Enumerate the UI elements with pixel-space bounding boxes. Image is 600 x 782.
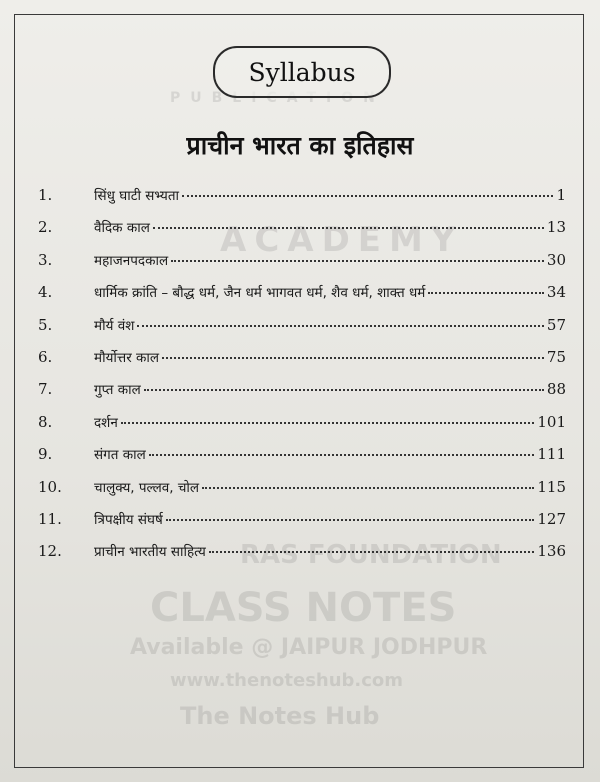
toc-leader-dots xyxy=(209,551,534,553)
toc-page-number: 136 xyxy=(537,542,566,561)
toc-entry xyxy=(94,413,566,431)
toc-entry xyxy=(94,251,566,269)
toc-number: 1. xyxy=(38,186,53,204)
syllabus-title: Syllabus xyxy=(248,57,356,87)
toc-leader-dots xyxy=(202,487,534,489)
toc-page-number: 1 xyxy=(556,186,566,204)
toc-entry xyxy=(94,218,566,236)
watermark-line: ACADEMY xyxy=(220,220,464,260)
toc-row xyxy=(0,532,600,564)
watermark-line: CLASS NOTES xyxy=(150,585,457,631)
toc-page-number: 111 xyxy=(537,445,566,464)
toc-page-number: 115 xyxy=(537,477,566,496)
toc-label: त्रिपक्षीय संघर्ष xyxy=(94,512,163,528)
toc-row xyxy=(0,338,600,370)
toc-leader-dots xyxy=(149,454,535,456)
toc-label: मौर्योत्तर काल xyxy=(94,350,160,366)
toc-number: 2. xyxy=(38,218,53,237)
toc-leader-dots xyxy=(171,260,544,262)
toc-number: 4. xyxy=(38,283,53,302)
toc-entry xyxy=(94,316,566,334)
page-heading: प्राचीन भारत का इतिहास xyxy=(186,131,414,160)
toc-label: प्राचीन भारतीय साहित्य xyxy=(94,544,206,561)
toc-label: वैदिक काल xyxy=(94,220,150,237)
toc-leader-dots xyxy=(182,195,553,197)
toc-entry xyxy=(94,380,566,398)
toc-entry xyxy=(94,478,566,496)
toc-page-number: 127 xyxy=(537,510,566,528)
toc-row xyxy=(0,435,600,467)
toc-label: सिंधु घाटी सभ्यता xyxy=(94,188,180,204)
toc-entry xyxy=(94,445,566,463)
toc-row xyxy=(0,468,600,500)
toc-label: महाजनपदकाल xyxy=(94,252,169,269)
toc-row xyxy=(0,208,600,240)
toc-entry xyxy=(94,283,566,301)
watermark-line: PUBLICATION xyxy=(170,90,385,106)
toc-row xyxy=(0,403,600,435)
watermark-line: www.thenoteshub.com xyxy=(170,670,404,691)
toc-number: 7. xyxy=(38,380,53,399)
toc-number: 8. xyxy=(38,412,53,431)
toc-row xyxy=(0,273,600,305)
toc-page-number: 30 xyxy=(546,250,566,269)
toc-leader-dots xyxy=(166,519,535,521)
toc-leader-dots xyxy=(153,227,544,229)
toc-number: 12. xyxy=(38,542,62,561)
toc-leader-dots xyxy=(428,292,544,294)
toc-label: दर्शन xyxy=(94,414,118,431)
toc-row xyxy=(0,500,600,532)
watermark-line: RAS FOUNDATION xyxy=(240,540,502,570)
toc-leader-dots xyxy=(162,357,544,359)
toc-number: 5. xyxy=(38,315,53,334)
toc-entry xyxy=(94,348,566,366)
toc-label: धार्मिक क्रांति – बौद्ध धर्म, जैन धर्म भागवत धर्म, शैव धर्म, शाक्त धर्म xyxy=(94,285,426,302)
toc-leader-dots xyxy=(137,325,544,327)
toc-label: चालुक्य, पल्लव, चोल xyxy=(94,479,200,496)
watermark-line: Available @ JAIPUR JODHPUR xyxy=(130,635,488,660)
toc-leader-dots xyxy=(121,422,535,424)
toc-page-number: 101 xyxy=(537,412,566,431)
toc-number: 9. xyxy=(38,445,53,464)
toc-leader-dots xyxy=(144,389,544,391)
toc-label: गुप्त काल xyxy=(94,382,141,399)
toc-page-number: 57 xyxy=(546,315,566,334)
toc-number: 11. xyxy=(38,510,62,528)
toc-label: मौर्य वंश xyxy=(94,317,135,334)
toc-entry xyxy=(94,542,566,560)
toc-page-number: 75 xyxy=(546,348,566,366)
toc-number: 6. xyxy=(38,348,53,366)
toc-row xyxy=(0,370,600,402)
toc-number: 3. xyxy=(38,250,53,269)
toc-page-number: 13 xyxy=(546,218,566,237)
toc-row xyxy=(0,176,600,208)
toc-page-number: 88 xyxy=(546,380,566,399)
toc-row xyxy=(0,306,600,338)
toc-number: 10. xyxy=(38,477,62,496)
toc-page-number: 34 xyxy=(546,283,566,302)
toc-entry xyxy=(94,510,566,528)
toc-entry xyxy=(94,186,566,204)
watermark-line: The Notes Hub xyxy=(180,702,380,730)
toc-row xyxy=(0,241,600,273)
toc-label: संगत काल xyxy=(94,447,146,464)
syllabus-title-box xyxy=(213,46,391,98)
